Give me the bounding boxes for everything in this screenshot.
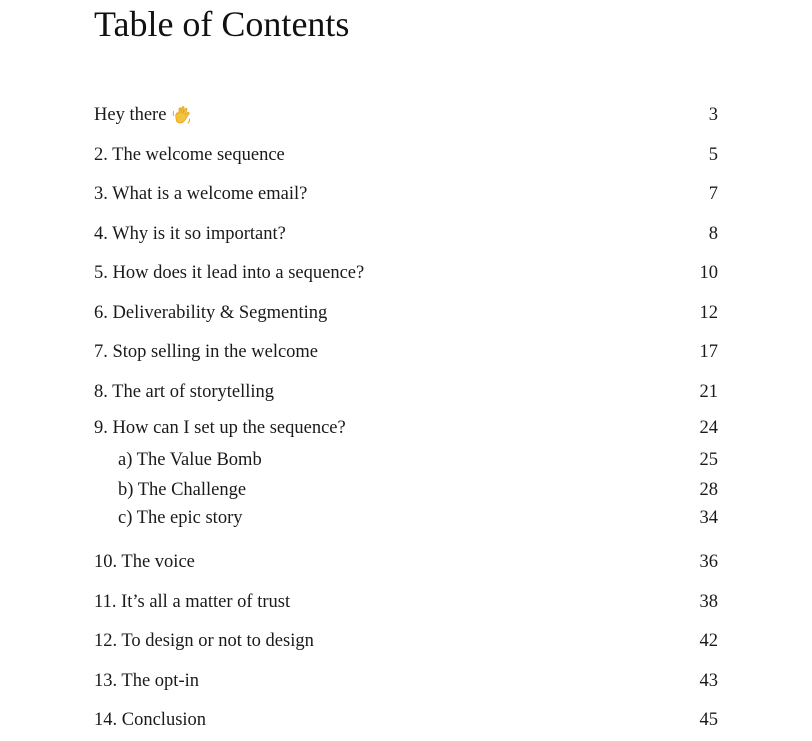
toc-entry-page: 36 [699,552,718,573]
toc-entry-page: 25 [699,449,718,470]
toc-entry-page: 38 [699,591,718,612]
toc-entry-page: 34 [699,508,718,528]
toc-entry-title-wrap [94,104,194,128]
toc-entry-page: 10 [699,263,718,284]
toc-entry-title: c) The epic story [118,508,243,528]
toc-entry-title: 9. How can I set up the sequence? [94,418,346,438]
toc-entry[interactable] [94,373,718,413]
toc-entry-title: a) The Value Bomb [118,449,262,470]
toc-entry-page: 45 [699,710,718,731]
toc-entry-title: Hey there [94,105,167,126]
toc-entry[interactable] [94,254,718,294]
toc-entry-page: 12 [699,302,718,323]
toc-entry-title: 13. The opt-in [94,670,199,691]
toc-list [94,96,718,741]
toc-entry[interactable] [94,215,718,255]
toc-entry[interactable] [94,333,718,373]
toc-entry-page: 42 [699,631,718,652]
toc-entry-title: 10. The voice [94,552,195,573]
toc-entry-title: b) The Challenge [118,479,247,500]
toc-entry-title: 14. Conclusion [94,710,207,731]
toc-subentry[interactable] [94,445,718,475]
toc-entry-title: 6. Deliverability & Segmenting [94,302,328,323]
toc-entry-page: 8 [708,223,718,244]
toc-entry-title: 7. Stop selling in the welcome [94,342,319,363]
toc-entry-title: 3. What is a welcome email? [94,184,308,205]
toc-entry-page: 21 [699,381,718,402]
toc-subentry[interactable] [94,505,718,543]
toc-entry-page: 43 [699,670,718,691]
toc-entry[interactable] [94,662,718,702]
toc-entry[interactable] [94,583,718,623]
toc-entry-title: 11. It’s all a matter of trust [94,591,291,612]
toc-entry[interactable] [94,701,718,741]
toc-entry[interactable] [94,175,718,215]
waving-hand-icon [170,104,194,128]
toc-entry-page: 28 [699,479,718,500]
toc-entry[interactable] [94,294,718,334]
toc-subentry[interactable] [94,475,718,505]
page-title: Table of Contents [94,4,350,44]
toc-entry-title: 8. The art of storytelling [94,381,274,402]
toc-entry-title: 12. To design or not to design [94,631,314,652]
toc-entry[interactable] [94,622,718,662]
toc-entry-page: 7 [708,184,718,205]
toc-entry-page: 24 [699,418,718,438]
toc-entry[interactable] [94,412,718,445]
toc-entry[interactable] [94,543,718,583]
toc-entry[interactable] [94,96,718,136]
toc-entry-title: 5. How does it lead into a sequence? [94,263,365,284]
toc-entry-title: 4. Why is it so important? [94,223,286,244]
toc-entry-page: 3 [708,105,718,126]
toc-entry-title: 2. The welcome sequence [94,144,285,165]
toc-entry[interactable] [94,136,718,176]
toc-entry-page: 5 [708,144,718,165]
toc-entry-page: 17 [699,342,718,363]
